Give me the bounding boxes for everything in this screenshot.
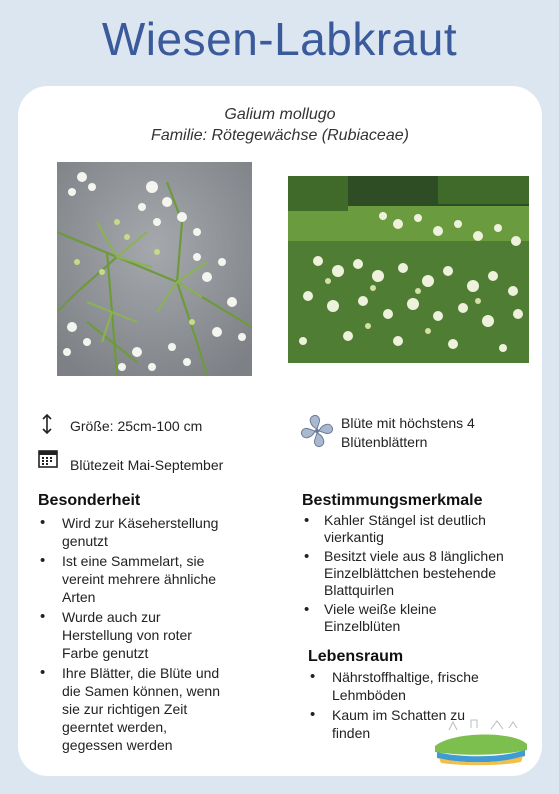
besonderheit-item-line: geerntet werden,	[62, 719, 168, 735]
lebensraum-item-line: • Kaum im Schatten zu	[332, 707, 466, 723]
bestimmungsmerkmale-item	[302, 512, 538, 546]
lebensraum-item-line: Lehmböden	[332, 687, 406, 703]
size-text: Größe: 25cm-100 cm	[70, 418, 203, 434]
bloom-time-info	[38, 448, 298, 472]
four-petal-flower-icon	[300, 414, 334, 453]
besonderheit-item-line: • Ist eine Sammelart, sie	[62, 553, 205, 569]
lebensraum-item	[308, 668, 518, 704]
flower-info	[300, 412, 530, 456]
lebensraum-item-line: • Nährstoffhaltige, frische	[332, 669, 479, 685]
bestimmungsmerkmale-item-line: Einzelblättchen bestehende	[324, 565, 497, 581]
page-title: Wiesen-Labkraut	[101, 13, 458, 65]
bestimmungsmerkmale-heading: Bestimmungsmerkmale	[302, 492, 483, 509]
height-arrows-icon	[40, 414, 54, 439]
besonderheit-item	[38, 608, 278, 662]
besonderheit-item-line: • Wird zur Käseherstellung	[62, 515, 219, 531]
lebensraum-item-line: finden	[332, 725, 371, 741]
besonderheit-item-line: Herstellung von roter	[62, 627, 192, 643]
lebensraum-heading: Lebensraum	[308, 648, 404, 665]
bestimmungsmerkmale-list	[302, 512, 538, 637]
besonderheit-item	[38, 514, 278, 550]
bestimmungsmerkmale-item-line: • Kahler Stängel ist deutlich	[324, 512, 486, 528]
besonderheit-item	[38, 552, 278, 606]
flower-text-line1: Blüte mit höchstens 4	[341, 415, 475, 431]
bestimmungsmerkmale-item-line: • Viele weiße kleine	[324, 601, 437, 617]
bloom-time-text: Blütezeit Mai-September	[70, 457, 224, 473]
besonderheit-list	[38, 514, 278, 756]
plant-closeup-photo	[57, 162, 252, 376]
besonderheit-item-line: sie zur richtigen Zeit	[62, 701, 188, 717]
besonderheit-item-line: gegessen werden	[62, 737, 173, 753]
besonderheit-item	[38, 664, 278, 754]
scientific-name: Galium mollugo	[224, 106, 336, 123]
bestimmungsmerkmale-item	[302, 601, 538, 635]
plant-meadow-photo	[288, 176, 529, 363]
besonderheit-item-line: • Wurde auch zur	[62, 609, 161, 625]
besonderheit-item-line: Farbe genutzt	[62, 645, 149, 661]
besonderheit-item-line: die Samen können, wenn	[62, 683, 220, 699]
bestimmungsmerkmale-item-line: Blattquirlen	[324, 582, 395, 598]
info-card	[18, 86, 542, 776]
bestimmungsmerkmale-item-line: Einzelblüten	[324, 618, 401, 634]
besonderheit-item-line: Arten	[62, 589, 96, 605]
besonderheit-item-line: • Ihre Blätter, die Blüte und	[62, 665, 220, 681]
family-name: Familie: Rötegewächse (Rubiaceae)	[151, 127, 409, 144]
besonderheit-item-line: genutzt	[62, 533, 108, 549]
flower-text-line2: Blütenblättern	[341, 434, 428, 450]
bestimmungsmerkmale-item	[302, 548, 538, 599]
bestimmungsmerkmale-item-line: vierkantig	[324, 529, 384, 545]
reallabor-queichland-logo	[431, 716, 531, 766]
size-info	[40, 414, 280, 436]
besonderheit-item-line: vereint mehrere ähnliche	[62, 571, 217, 587]
besonderheit-heading: Besonderheit	[38, 492, 141, 509]
bestimmungsmerkmale-item-line: • Besitzt viele aus 8 länglichen	[324, 548, 504, 564]
calendar-icon	[38, 448, 58, 473]
